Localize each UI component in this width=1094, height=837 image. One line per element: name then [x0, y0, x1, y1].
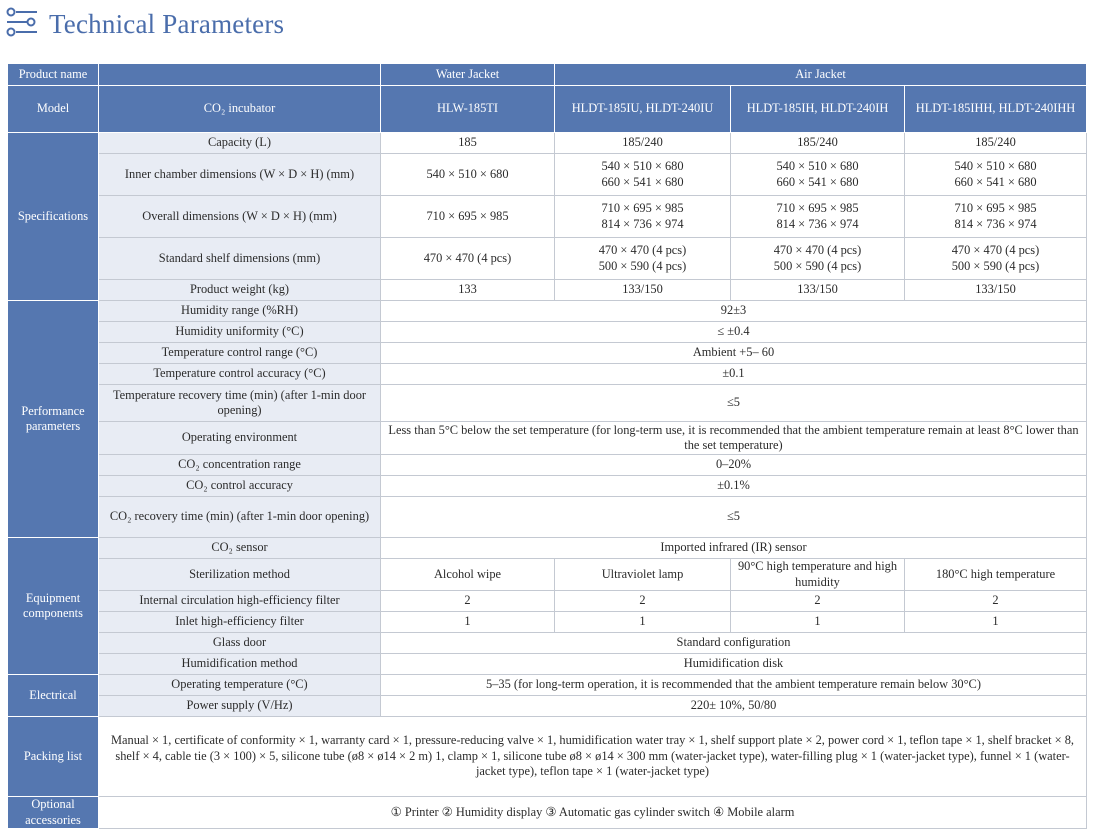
optional-row — [8, 797, 1087, 829]
page-title: Technical Parameters — [49, 8, 285, 39]
value-cell: Ambient +5– 60 — [381, 343, 1087, 364]
perf-row — [8, 385, 1087, 422]
value-cell: Alcohol wipe — [381, 559, 555, 591]
value-line: 710 × 695 × 985 — [954, 201, 1037, 215]
param-label: Overall dimensions (W × D × H) (mm) — [99, 196, 381, 238]
value-line: 470 × 470 (4 pcs) — [773, 243, 862, 257]
value-cell: ≤ ±0.4 — [381, 322, 1087, 343]
value-cell: 1 — [731, 612, 905, 633]
page-header — [5, 4, 284, 44]
perf-row — [8, 422, 1087, 455]
category-specifications: Specifications — [8, 133, 99, 301]
value-line: 660 × 541 × 680 — [601, 174, 684, 189]
param-label: Standard shelf dimensions (mm) — [99, 238, 381, 280]
value-cell — [555, 154, 731, 196]
category-equipment: Equipment components — [8, 538, 99, 675]
value-line: 814 × 736 × 974 — [954, 216, 1037, 231]
value-cell: Less than 5°C below the set temperature (for long-term use, it is recommended that the ambient temperature remain at least 8°C lower than the set temperature) — [381, 422, 1087, 455]
value-cell: 2 — [555, 591, 731, 612]
equip-row-inlet-filter — [8, 612, 1087, 633]
product-name-header: Product name — [8, 64, 99, 86]
value-cell: 90°C high temperature and high humidity — [731, 559, 905, 591]
value-cell: 185 — [381, 133, 555, 154]
param-label: Inner chamber dimensions (W × D × H) (mm) — [99, 154, 381, 196]
value-cell: 1 — [555, 612, 731, 633]
equip-row-glass-door — [8, 633, 1087, 654]
spec-row-capacity — [8, 133, 1087, 154]
value-cell — [731, 238, 905, 280]
value-cell: ±0.1% — [381, 476, 1087, 497]
parameters-table — [7, 63, 1087, 829]
perf-row — [8, 497, 1087, 538]
model-air-3: HLDT-185IHH, HLDT-240IHH — [905, 86, 1087, 133]
perf-row — [8, 301, 1087, 322]
water-jacket-header: Water Jacket — [381, 64, 555, 86]
value-cell: 180°C high temperature — [905, 559, 1087, 591]
value-cell: 133/150 — [555, 280, 731, 301]
perf-row — [8, 322, 1087, 343]
model-value: CO₂ incubator — [99, 86, 381, 133]
value-cell — [905, 196, 1087, 238]
value-cell: 710 × 695 × 985 — [381, 196, 555, 238]
value-cell: 220± 10%, 50/80 — [381, 696, 1087, 717]
spec-row-weight — [8, 280, 1087, 301]
value-line: 660 × 541 × 680 — [954, 174, 1037, 189]
param-label: Humidity range (%RH) — [99, 301, 381, 322]
model-air-2: HLDT-185IH, HLDT-240IH — [731, 86, 905, 133]
category-electrical: Electrical — [8, 675, 99, 717]
value-cell — [555, 196, 731, 238]
value-cell: 133/150 — [731, 280, 905, 301]
value-line: 500 × 590 (4 pcs) — [598, 258, 687, 273]
value-line: 814 × 736 × 974 — [776, 216, 859, 231]
param-label: Product weight (kg) — [99, 280, 381, 301]
value-line: 540 × 510 × 680 — [601, 159, 684, 173]
value-cell: 185/240 — [555, 133, 731, 154]
value-cell: 2 — [381, 591, 555, 612]
perf-row — [8, 476, 1087, 497]
value-cell: 185/240 — [731, 133, 905, 154]
param-label: Glass door — [99, 633, 381, 654]
packing-row — [8, 717, 1087, 797]
param-label: Humidification method — [99, 654, 381, 675]
value-cell: 1 — [905, 612, 1087, 633]
param-label: Temperature control range (°C) — [99, 343, 381, 364]
parameters-table-wrap — [7, 63, 1087, 829]
value-cell: 92±3 — [381, 301, 1087, 322]
value-line: 710 × 695 × 985 — [776, 201, 859, 215]
value-cell: 470 × 470 (4 pcs) — [381, 238, 555, 280]
elec-row-operating-temp — [8, 675, 1087, 696]
header-blank — [99, 64, 381, 86]
model-water: HLW-185TI — [381, 86, 555, 133]
value-line: 814 × 736 × 974 — [601, 216, 684, 231]
value-cell: 185/240 — [905, 133, 1087, 154]
param-label: Internal circulation high-efficiency filter — [99, 591, 381, 612]
value-cell: ≤5 — [381, 497, 1087, 538]
value-cell: ±0.1 — [381, 364, 1087, 385]
param-label: Temperature control accuracy (°C) — [99, 364, 381, 385]
value-line: 710 × 695 × 985 — [601, 201, 684, 215]
value-cell: Humidification disk — [381, 654, 1087, 675]
value-cell: 2 — [905, 591, 1087, 612]
value-line: 540 × 510 × 680 — [776, 159, 859, 173]
value-line: 470 × 470 (4 pcs) — [951, 243, 1040, 257]
value-cell: 2 — [731, 591, 905, 612]
header-row-model — [8, 86, 1087, 133]
packing-list-text: Manual × 1, certificate of conformity × 1, warranty card × 1, pressure-reducing valve × 1, humidification water tray × 1, shelf support plate × 2, power cord × 1, teflon tape × 1, shelf bracket × 8, shelf × 4, cable tie (3 × 100) × 5, silicone tube (ø8 × ø14 × 2 m) 1, clamp × 1, silicone tube ø8 × ø14 × 300 mm (water-jacket type), water-filling plug × 1 (water-jacket type), funnel × 1 (water-jacket type), teflon tape × 1 (water-jacket type) — [99, 717, 1087, 797]
spec-row-shelf — [8, 238, 1087, 280]
value-cell: 0–20% — [381, 455, 1087, 476]
value-line: 500 × 590 (4 pcs) — [773, 258, 862, 273]
perf-row — [8, 364, 1087, 385]
value-cell: Ultraviolet lamp — [555, 559, 731, 591]
value-line: 470 × 470 (4 pcs) — [598, 243, 687, 257]
value-cell: Standard configuration — [381, 633, 1087, 654]
category-performance: Performance parameters — [8, 301, 99, 538]
category-optional: Optional accessories — [8, 797, 99, 829]
value-cell — [905, 238, 1087, 280]
perf-row — [8, 343, 1087, 364]
param-label: Temperature recovery time (min) (after 1-min door opening) — [99, 385, 381, 422]
model-header: Model — [8, 86, 99, 133]
param-label: Power supply (V/Hz) — [99, 696, 381, 717]
param-label: Operating temperature (°C) — [99, 675, 381, 696]
value-cell: 5–35 (for long-term operation, it is recommended that the ambient temperature remain below 30°C) — [381, 675, 1087, 696]
value-cell — [905, 154, 1087, 196]
header-row-product — [8, 64, 1087, 86]
param-label: CO₂ concentration range — [99, 455, 381, 476]
equip-row-sterilization — [8, 559, 1087, 591]
equip-row-sensor — [8, 538, 1087, 559]
param-label: Humidity uniformity (°C) — [99, 322, 381, 343]
param-label: Inlet high-efficiency filter — [99, 612, 381, 633]
param-label: Capacity (L) — [99, 133, 381, 154]
value-cell — [731, 154, 905, 196]
param-label: CO₂ control accuracy — [99, 476, 381, 497]
param-label: Sterilization method — [99, 559, 381, 591]
value-cell — [555, 238, 731, 280]
value-cell: 540 × 510 × 680 — [381, 154, 555, 196]
sliders-icon — [5, 7, 39, 42]
value-line: 660 × 541 × 680 — [776, 174, 859, 189]
spec-row-inner — [8, 154, 1087, 196]
spec-row-overall — [8, 196, 1087, 238]
equip-row-humidification — [8, 654, 1087, 675]
elec-row-power — [8, 696, 1087, 717]
value-line: 540 × 510 × 680 — [954, 159, 1037, 173]
param-label: CO₂ sensor — [99, 538, 381, 559]
param-label: CO₂ recovery time (min) (after 1-min door opening) — [99, 497, 381, 538]
air-jacket-header: Air Jacket — [555, 64, 1087, 86]
param-label: Operating environment — [99, 422, 381, 455]
category-packing: Packing list — [8, 717, 99, 797]
value-cell — [731, 196, 905, 238]
perf-row — [8, 455, 1087, 476]
value-cell: 133 — [381, 280, 555, 301]
model-air-1: HLDT-185IU, HLDT-240IU — [555, 86, 731, 133]
optional-accessories-text: ① Printer ② Humidity display ③ Automatic gas cylinder switch ④ Mobile alarm — [99, 797, 1087, 829]
equip-row-internal-filter — [8, 591, 1087, 612]
value-cell: ≤5 — [381, 385, 1087, 422]
value-cell: 1 — [381, 612, 555, 633]
value-cell: 133/150 — [905, 280, 1087, 301]
value-cell: Imported infrared (IR) sensor — [381, 538, 1087, 559]
value-line: 500 × 590 (4 pcs) — [951, 258, 1040, 273]
